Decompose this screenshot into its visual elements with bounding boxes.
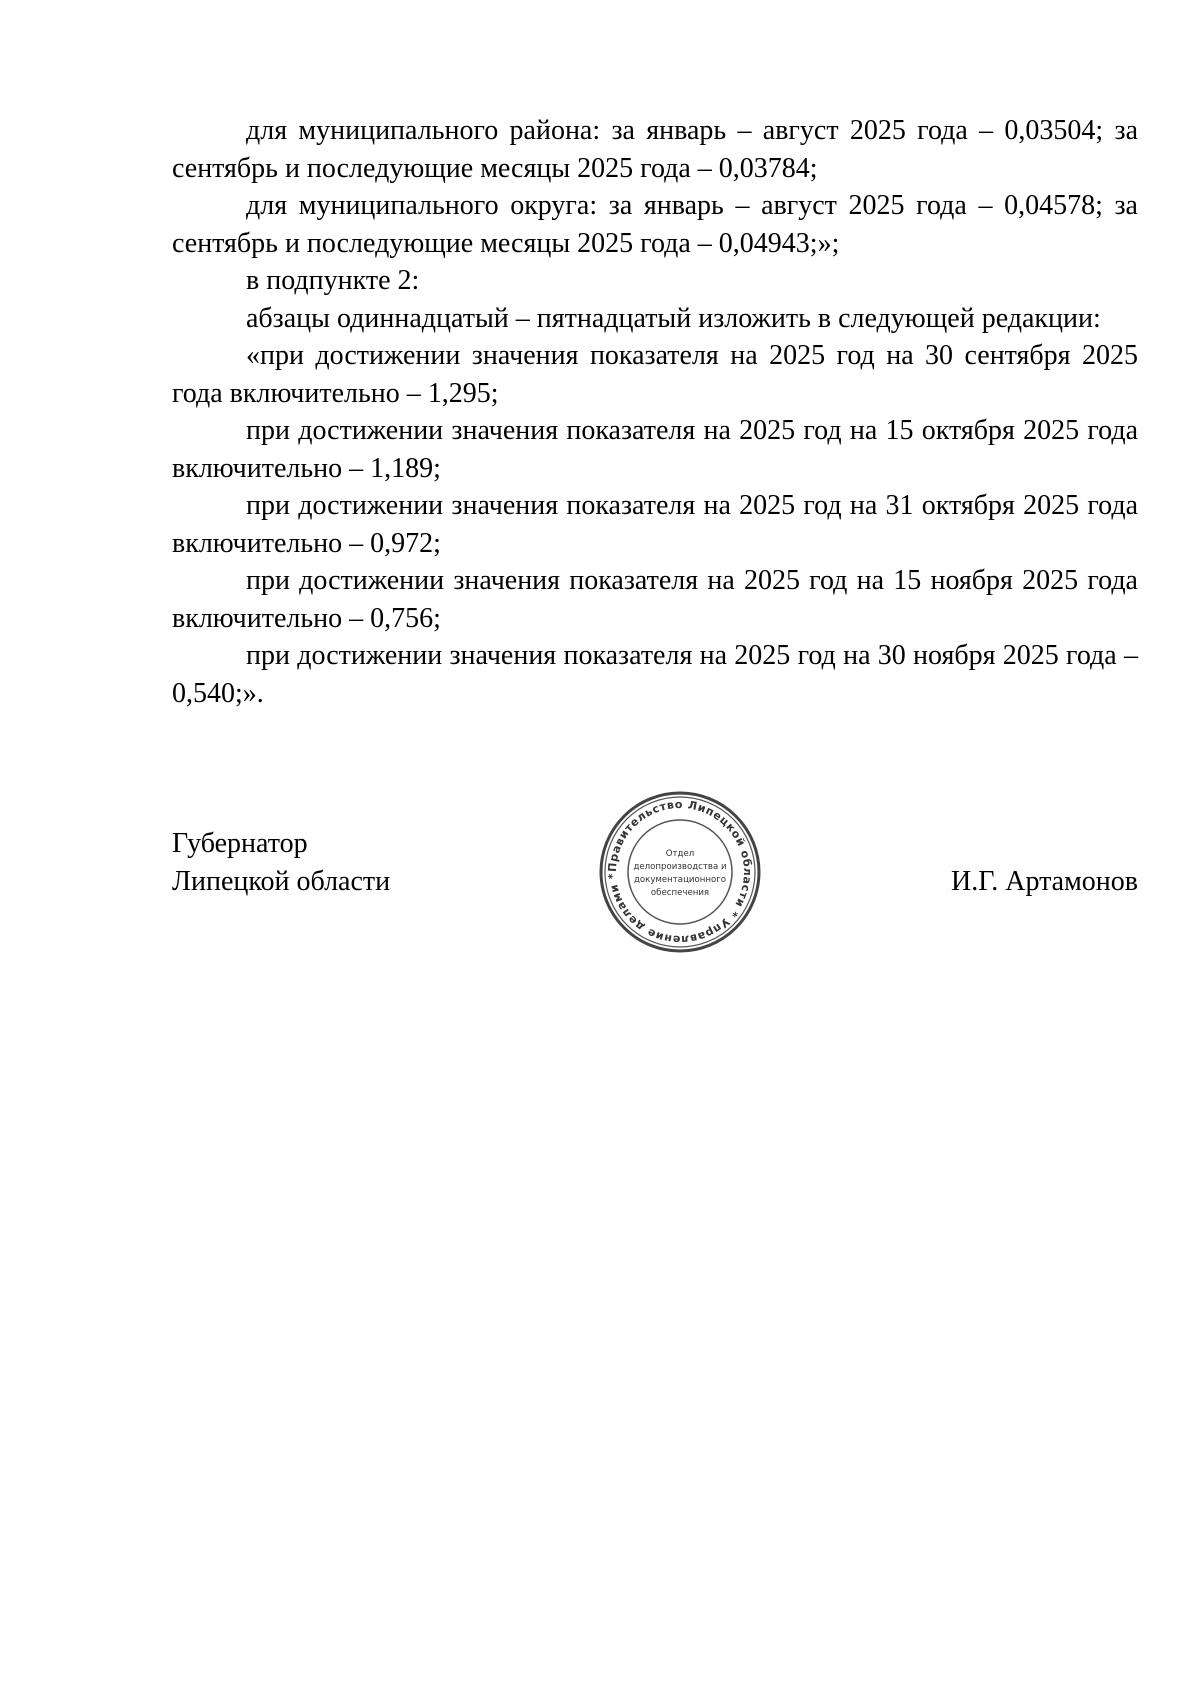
paragraph-municipal-district: для муниципального района: за январь – август 2025 года – 0,03504; за сентябрь и последующие месяцы 2025 года – 0,03784;	[172, 115, 1138, 184]
seal-outer-text: Правительство Липецкой области * Управление делами *	[605, 797, 755, 947]
document-body	[172, 112, 1138, 712]
signatory-title-line1: Губернатор	[172, 828, 308, 859]
paragraph-nov-15: при достижении значения показателя на 2025 год на 15 ноября 2025 года включительно – 0,756;	[172, 565, 1138, 634]
paragraph-amendment-intro: абзацы одиннадцатый – пятнадцатый изложить в следующей редакции:	[246, 302, 1101, 334]
seal-inner-line2: делопроизводства и	[633, 862, 727, 872]
paragraph-subpoint-2: в подпункте 2:	[246, 265, 420, 296]
signatory-name: И.Г. Артамонов	[950, 865, 1138, 897]
signatory-title	[172, 825, 390, 900]
paragraph-nov-30: при достижении значения показателя на 2025 год на 30 ноября 2025 года – 0,540;».	[172, 640, 1138, 709]
seal-inner-line3: документационного	[633, 875, 727, 885]
seal-inner-line4: обеспечения	[650, 888, 710, 898]
paragraph-municipal-okrug: для муниципального округа: за январь – август 2025 года – 0,04578; за сентябрь и последующие месяцы 2025 года – 0,04943;»;	[172, 190, 1138, 259]
official-seal-stamp	[598, 790, 762, 954]
paragraph-sept-30: «при достижении значения показателя на 2025 год на 30 сентября 2025 года включительно – 1,295;	[172, 340, 1138, 409]
paragraph-oct-31: при достижении значения показателя на 2025 год на 31 октября 2025 года включительно – 0,972;	[172, 490, 1138, 559]
seal-inner-line1: Отдел	[665, 849, 695, 859]
signatory-title-line2: Липецкой области	[172, 865, 391, 897]
paragraph-oct-15: при достижении значения показателя на 2025 год на 15 октября 2025 года включительно – 1,189;	[172, 415, 1138, 484]
seal-icon	[598, 790, 762, 954]
